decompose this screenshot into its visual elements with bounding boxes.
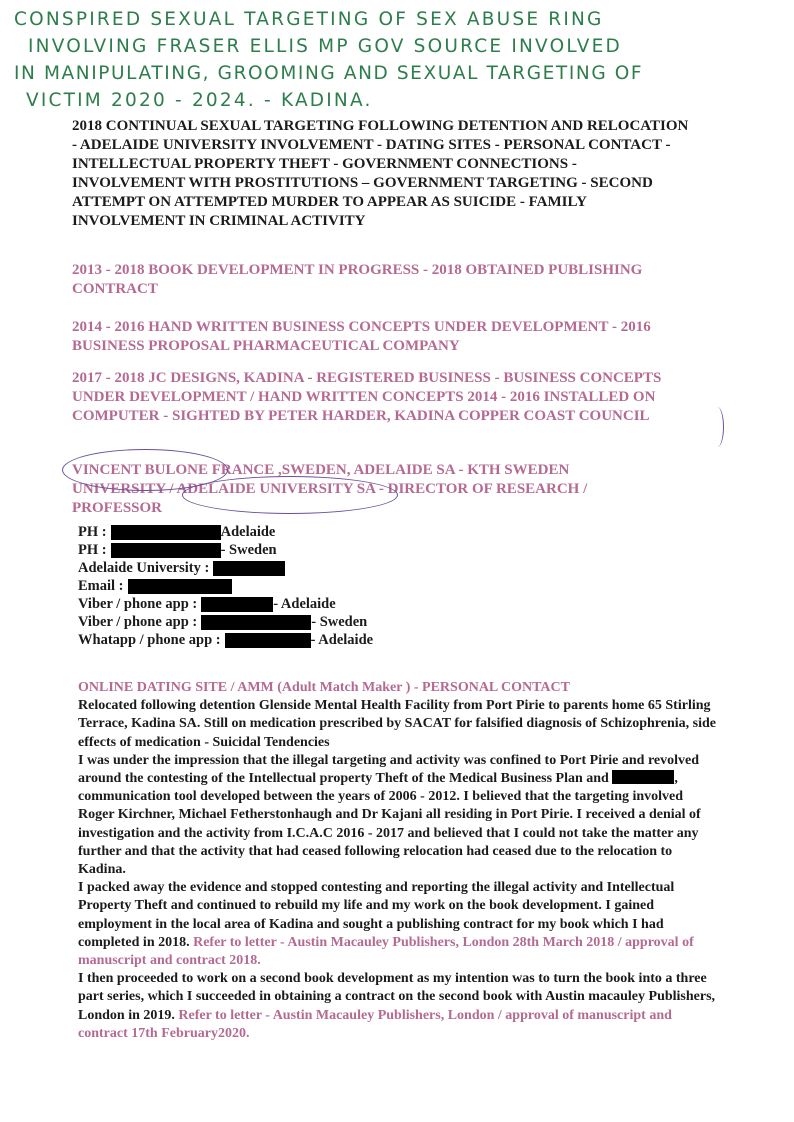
handwritten-line: INVOLVING FRASER ELLIS MP GOV SOURCE INVOLVED [28,36,623,57]
paragraph-text: , communication tool developed between the years of 2006 - 2012. I believed that the targeting involved Roger Kirchner, Michael Fetherstonhaugh and Dr Kajani all residing in Port Pirie. I received a denial of investigation and the activity from I.C.A.C 2016 - 2017 and believed that I could not take the matter any further and that the activity that had ceased following relocation had ceased due to the relocation to Kadina. [78,771,701,878]
paragraph-text: I was under the impression that the illegal targeting and activity was confined to Port Pirie and revolved around the contesting of the Intellectual property Theft of the Medical Business Plan and [78,752,700,787]
redaction-bar [225,633,311,648]
contact-label: PH : [78,542,107,558]
redaction-bar [213,561,285,576]
section-business-concepts: 2014 - 2016 HAND WRITTEN BUSINESS CONCEPTS UNDER DEVELOPMENT - 2016 BUSINESS PROPOSAL PHARMACEUTICAL COMPANY [72,319,651,354]
section-book-development: 2013 - 2018 BOOK DEVELOPMENT IN PROGRESS - 2018 OBTAINED PUBLISHING CONTRACT [72,262,643,297]
handwritten-line: IN MANIPULATING, GROOMING AND SEXUAL TARGETING OF [14,63,644,84]
redaction-bar [111,543,221,558]
paragraph: Relocated following detention Glenside Mental Health Facility from Port Pirie to parents home 65 Stirling Terrace, Kadina SA. Still on medication prescribed by SACAT for falsified diagnosis of Schizophrenia, side effects of medication - Suicidal Tendencies [78,698,716,750]
section-vincent-bulone: VINCENT BULONE FRANCE ,SWEDEN, ADELAIDE SA - KTH SWEDEN UNIVERSITY / ADELAIDE UNIVERSITY SA - DIRECTOR OF RESEARCH / PROFESSOR [72,462,588,516]
redaction-bar [128,579,232,594]
dating-site-section [78,679,718,1043]
circle-annotation-university [182,476,398,514]
contact-suffix: Adelaide [220,524,276,540]
contact-label: Whatapp / phone app : [78,632,221,648]
contact-row [78,559,373,577]
contact-label: Viber / phone app : [78,614,198,630]
letter-reference: Refer to letter - Austin Macauley Publishers, London / approval of manuscript and contract 17th February2020. [78,1007,672,1041]
paragraph-text: I then proceeded to work on a second book development as my intention was to turn the book into a three part series, which I succeeded in obtaining a contract on the second book with Austin macauley Publishers, London in 2019. [78,971,716,1023]
handwritten-header [14,6,784,114]
section-jc-designs: 2017 - 2018 JC DESIGNS, KADINA - REGISTERED BUSINESS - BUSINESS CONCEPTS UNDER DEVELOPMENT / HAND WRITTEN CONCEPTS 2014 - 2016 INSTALLED ON COMPUTER - SIGHTED BY PETER HARDER, KADINA COPPER COAST COUNCIL [72,370,662,424]
redaction-bar [201,615,311,630]
redaction-bar [612,770,674,784]
paragraph [78,752,718,879]
contact-label: Adelaide University : [78,560,210,576]
contact-row [78,613,373,631]
dating-heading: ONLINE DATING SITE / AMM (Adult Match Maker ) - PERSONAL CONTACT [78,680,570,695]
contact-suffix: - Sweden [311,614,368,630]
margin-bracket-mark [711,407,724,447]
handwritten-line: CONSPIRED SEXUAL TARGETING OF SEX ABUSE RING [14,9,604,30]
contact-suffix: - Adelaide [310,632,374,648]
redaction-bar [111,525,221,540]
contact-label: Viber / phone app : [78,596,198,612]
contact-row [78,631,373,649]
paragraph [78,879,718,970]
contact-suffix: - Sweden [220,542,277,558]
paragraph-text: I packed away the evidence and stopped contesting and reporting the illegal activity and Intellectual Property Theft and continued to rebuild my life and my work on the book development. I gained employment in the local area of Kadina and sought a publishing contract for my book which I had completed in 2018. [78,880,675,950]
contact-row [78,523,373,541]
contact-label: PH : [78,524,107,540]
redaction-bar [201,597,273,612]
contact-label: Email : [78,578,124,594]
contact-list [78,523,373,649]
contact-suffix: - Adelaide [273,596,336,612]
letter-reference: Refer to letter - Austin Macauley Publishers, London 28th March 2018 / approval of manuscript and contract 2018. [78,934,694,969]
main-heading: 2018 CONTINUAL SEXUAL TARGETING FOLLOWING DETENTION AND RELOCATION - ADELAIDE UNIVERSITY INVOLVEMENT - DATING SITES - PERSONAL CONTACT - INTELLECTUAL PROPERTY THEFT - GOVERNMENT CONNECTIONS - INVOLVEMENT WITH PROSTITUTIONS – GOVERNMENT TARGETING - SECOND ATTEMPT ON ATTEMPTED MURDER TO APPEAR AS SUICIDE - FAMILY INVOLVEMENT IN CRIMINAL ACTIVITY [72,118,689,229]
contact-row [78,577,373,595]
contact-row [78,595,373,613]
paragraph [78,970,718,1043]
contact-row [78,541,373,559]
handwritten-line: VICTIM 2020 - 2024. - KADINA. [26,90,373,111]
